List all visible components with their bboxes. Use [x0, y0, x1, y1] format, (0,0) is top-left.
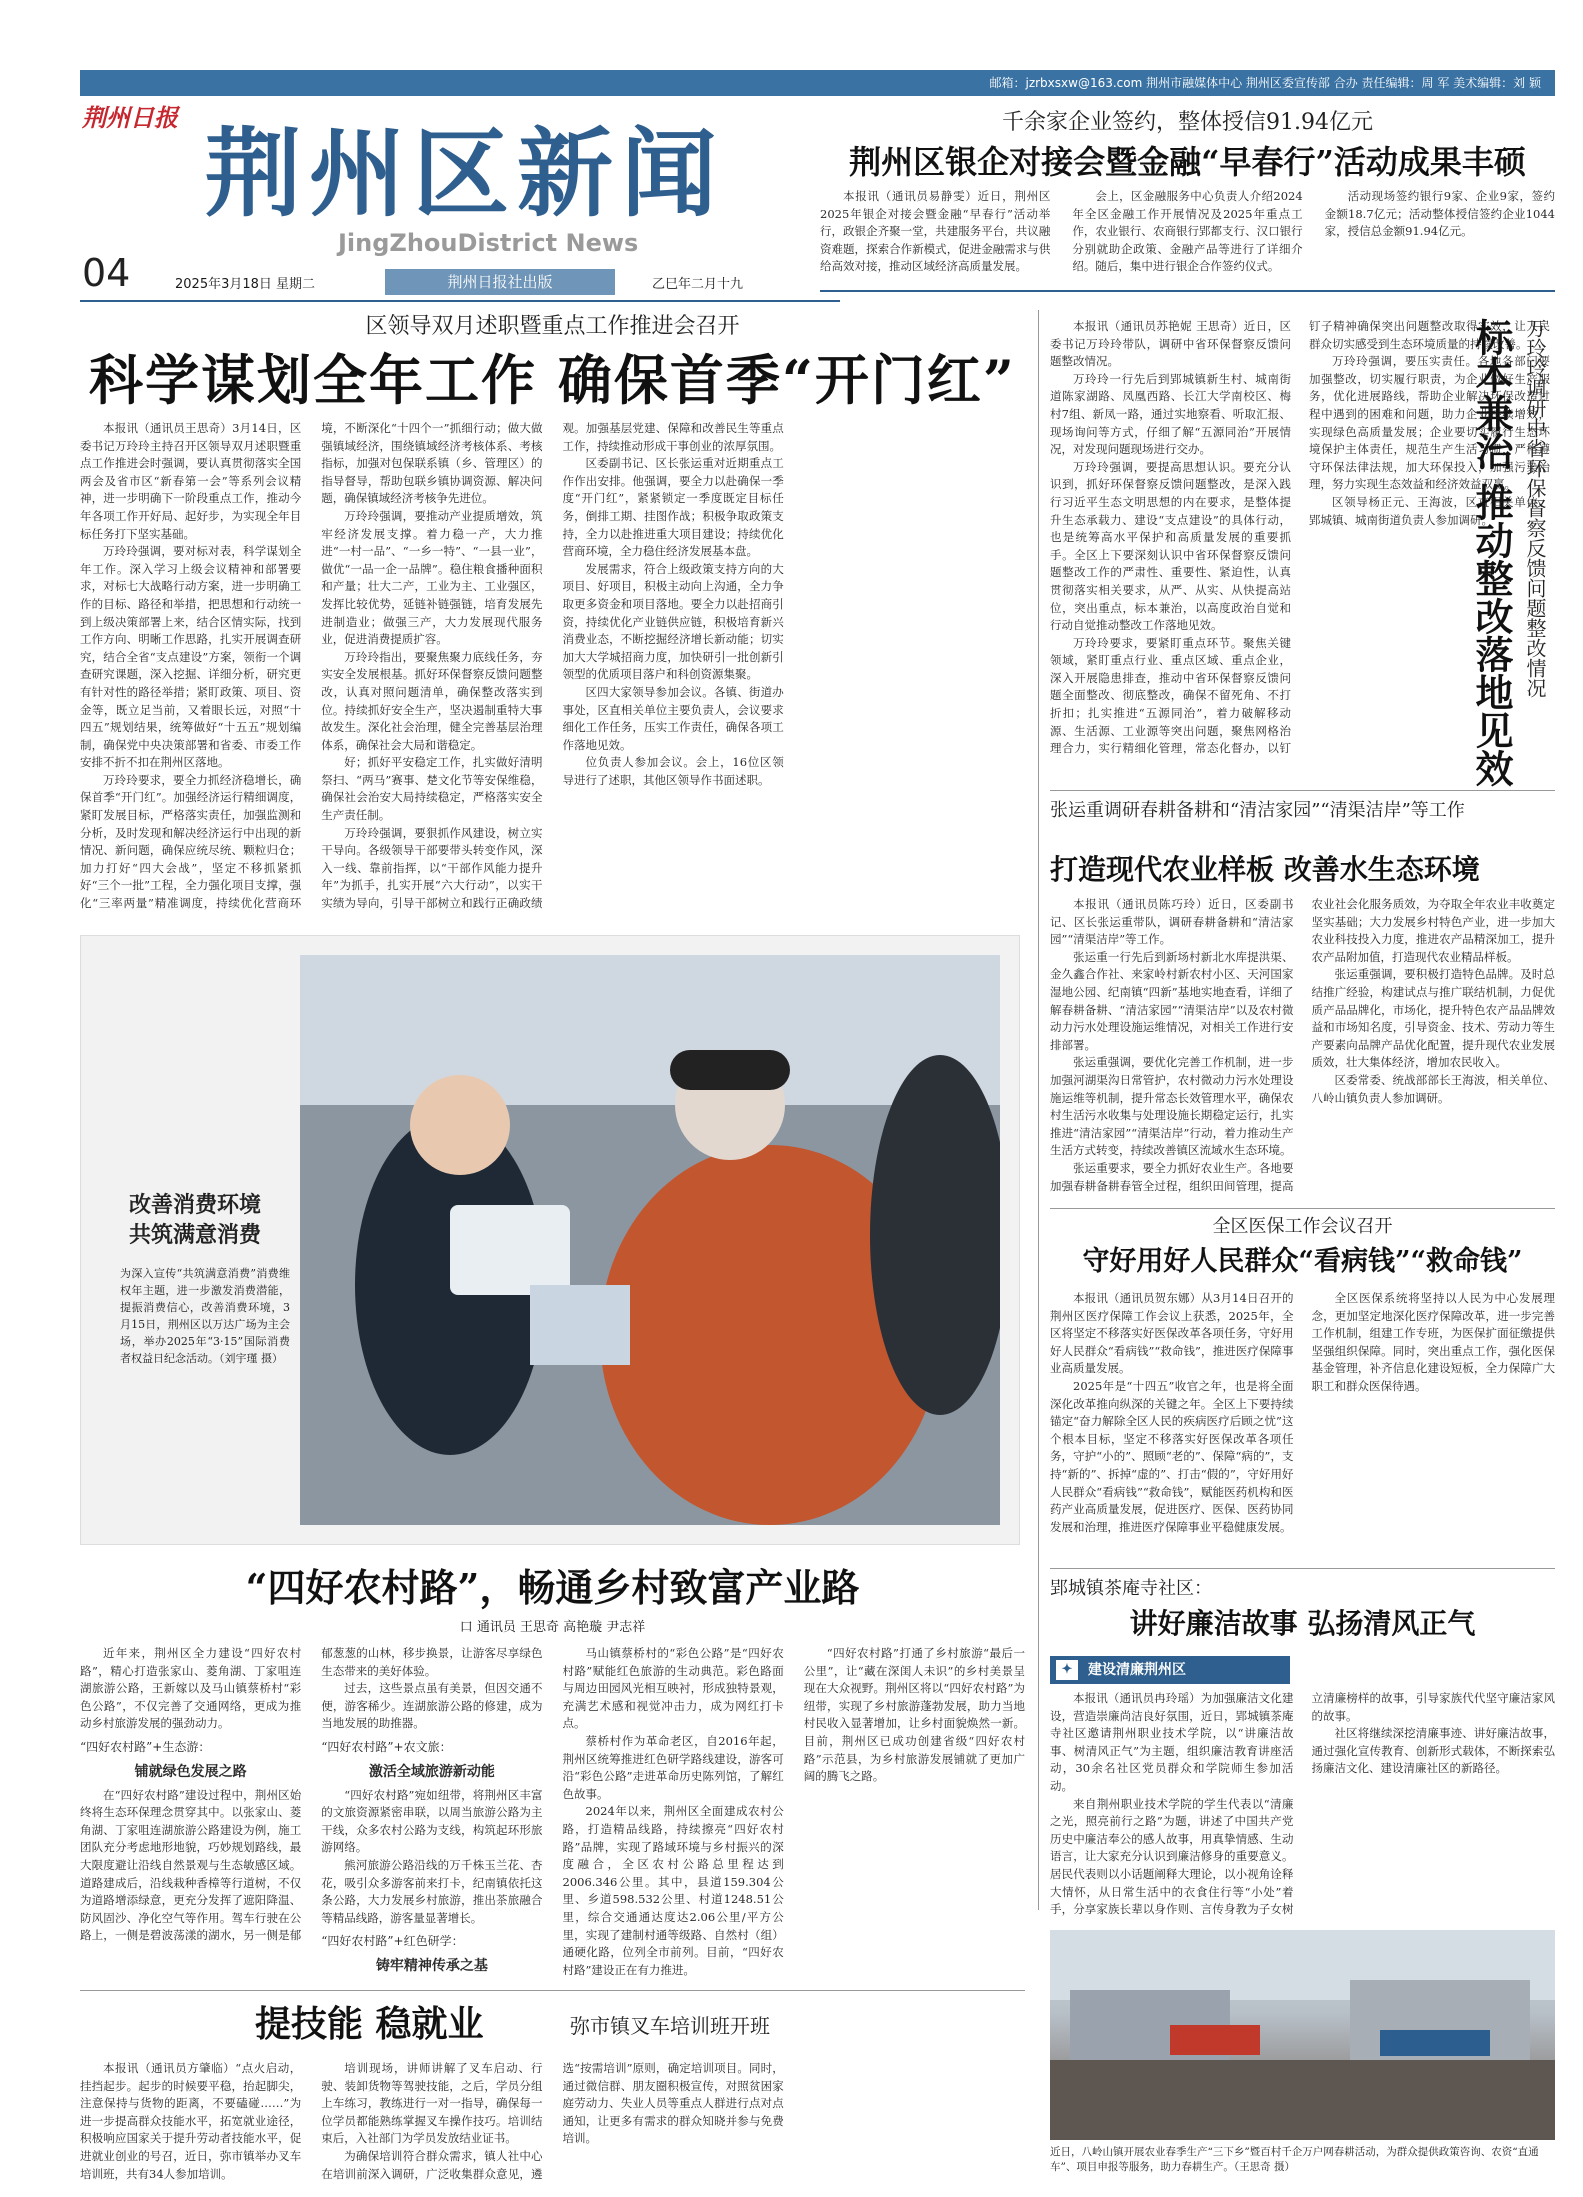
right1-vertical-subtitle: 万玲玲调研中省环保督察反馈问题整改情况: [1523, 318, 1547, 698]
lead-paragraph: 位负责人参加会议。会上，16位区领导进行了述职，其他区领导作书面述职。: [562, 755, 784, 787]
right2-subtitle: 张运重调研春耕备耕和“清洁家园”“清渠洁岸”等工作: [1050, 800, 1465, 821]
lead-paragraph: 区委副书记、区长张运重对近期重点工作作出安排。他强调，要全力以赴确保一季度“开门红”，紧紧锁定一季度既定目标任务，倒排工期、挂图作战；积极争取政策支持，全力以赴推进重大项目建设；持续优化营商环境，全力稳住经济发展基本盘。: [562, 456, 784, 559]
right4-body: [1050, 1690, 1555, 1920]
skill-paragraph: 本报讯（通讯员方肇临）“点火启动，挂挡起步。起步的时候要平稳，抬起脚尖，注意保持与货物的距离，不要磕碰……”为进一步提高群众技能水平，拓宽就业途径，积极响应国家关于提升劳动者技能水平，促进就业创业的号召，近日，弥市镇举办叉车培训班，共有34人参加培训。: [80, 2061, 302, 2181]
header-rule: [80, 300, 840, 302]
page-title: 荆州区新闻: [205, 117, 725, 230]
photo1-title-line: 共筑满意消费: [128, 1222, 261, 1248]
bank-headline: 荆州区银企对接会暨金融“早春行”活动成果丰硕: [849, 143, 1526, 181]
right1-vertical-headline: 标本兼治 推动整改落地见效: [1469, 318, 1514, 788]
page-title-english: JingZhouDistrict News: [338, 229, 639, 257]
right4-paragraph: 本报讯（通讯员冉玲瑶）为加强廉洁文化建设，营造崇廉尚洁良好氛围，近日，郢城镇茶庵寺社区邀请荆州职业技术学院，以“讲廉洁故事、树清风正气”为主题，组织廉洁教育讲座活动，30余名社区党员群众和学院师生参加活动。: [1050, 1691, 1294, 1793]
newspaper-logo: 荆州日报: [82, 103, 178, 132]
road-paragraph: 过去，这些景点虽有美景，但因交通不便，游客稀少。连湖旅游公路的修建，成为当地发展的助推器。: [321, 1681, 543, 1731]
road-sec2-label: “四好农村路”+农文旅：: [321, 1739, 452, 1754]
bank-bottom-rule: [820, 290, 1555, 292]
spring-farming-caption: 近日，八岭山镇开展农业春季生产“三下乡”暨百村千企万户网春耕活动，为群众提供政策咨询、农资“直通车”、项目申报等服务，助力春耕生产。（王思奇 摄）: [1050, 2146, 1539, 2173]
skill-paragraph: 为确保培训符合群众需求，镇人社中心在培训前深入调研，广泛收集群众意见，遴选“按需培训”原则，确定培训项目。同时，通过微信群、朋友圈积极宣传，对照贫困家庭劳动力、失业人员等重点人群进行点对点通知，让更多有需求的群众知晓并参与免费培训。: [321, 2061, 784, 2181]
lead-paragraph: 万玲玲强调，要对标对表，科学谋划全年工作。深入学习上级会议精神和部署要求，对标七大战略行动方案，进一步明确工作的目标、路径和举措，把思想和行动统一到上级决策部署上来，结合区情实际，找到工作方向、明晰工作思路，扎实开展调查研究，结合全省“支点建设”方案，领衔一个调查研究课题，深入挖掘、详细分析，研究更有针对性的路径举措；紧盯政策、项目、资金等，既立足当前，又着眼长远，对照“十四五”规划结果，统筹做好“十五五”规划编制，确保党中央决策部署和省委、市委工作安排不折不扣在荆州区落地。: [80, 544, 302, 770]
right1-paragraph: 本报讯（通讯员苏艳妮 王思奇）近日，区委书记万玲玲带队，调研中省环保督察反馈问题整改情况。: [1050, 319, 1291, 369]
column-badge-icon: ✦: [1056, 1660, 1078, 1680]
right1-paragraph: 区领导杨正元、王海波，区直相关单位、郢城镇、城南街道负责人参加调研。: [1309, 494, 1550, 527]
right3-subtitle: 全区医保工作会议召开: [1212, 1216, 1393, 1237]
spring-farming-photo: [1050, 1930, 1555, 2140]
road-sec1-label: “四好农村路”+生态游：: [80, 1739, 211, 1754]
bank-body: [820, 188, 1555, 283]
road-body: [80, 1645, 1025, 1980]
section-rule: [1050, 1568, 1555, 1569]
photo-illustration: [300, 955, 1000, 1525]
right4-column-label: [1050, 1656, 1290, 1684]
lead-paragraph: 万玲玲指出，要聚焦聚力底线任务，夯实安全发展根基。抓好环保督察反馈问题整改，认真对照问题清单，确保整改落实到位。持续抓好安全生产，坚决遏制重特大事故发生。深化社会治理，健全完善基层治理体系，确保社会大局和谐稳定。: [321, 649, 543, 752]
photo1-caption: 为深入宣传“共筑满意消费”消费维权年主题，进一步激发消费潜能，提振消费信心，改善消费环境，3月15日，荆州区以万达广场为主会场，举办2025年“3·15”国际消费者权益日纪念活动。（刘宇瑾 摄）: [120, 1267, 290, 1365]
right2-paragraph: 张运重一行先后到新场村新北水库提洪渠、金久鑫合作社、来家岭村新农村小区、天河国家湿地公园、纪南镇“四新”基地实地查看，详细了解春耕备耕、“清洁家园”“清渠洁岸”以及农村微动力污水处理设施运维情况，对相关工作进行安排部署。: [1050, 949, 1294, 1052]
skill-headline: 提技能 稳就业: [255, 2003, 484, 2045]
right4-headline: 讲好廉洁故事 弘扬清风正气: [1129, 1607, 1476, 1640]
right3-paragraph: 2025年是“十四五”收官之年，也是将全面深化改革推向纵深的关键之年。全区上下要持续锚定“奋力解除全区人民的疾病医疗后顾之忧”这个根本目标，坚定不移落实好医保改革各项任务，守护“小的”、照顾“老的”、保障“病的”，支持“新的”、拆掉“虚的”、打击“假的”，守好用好人民群众“看病钱”“救命钱”，赋能医药机构和医药产业高质量发展，促进医疗、医保、医药协同发展和治理，推进医疗保障事业平稳健康发展。: [1050, 1378, 1294, 1534]
section-rule: [1050, 790, 1555, 791]
right2-body: [1050, 896, 1555, 1201]
right2-headline: 打造现代农业样板 改善水生态环境: [1050, 853, 1480, 886]
right2-paragraph: 张运重强调，要积极打造特色品牌。及时总结推广经验，构建试点与推广联结机制，力促优质产品品牌化，市场化，提升特色农产品品牌效益和市场知名度，引导资金、技术、劳动力等生产要素向品牌产品优化配置，提升现代农业发展质效，壮大集体经济，增加农民收入。: [1311, 967, 1555, 1070]
section-rule: [80, 1990, 1025, 1991]
road-paragraph: 2024年以来，荆州区全面建成农村公路，打造精品线路，持续擦亮“四好农村路”品牌，实现了路域环境与乡村振兴的深度融合，全区农村公路总里程达到2006.346公里。其中，县道159.304公里、乡道598.532公里、村道1248.51公里，综合交通通达度达2.06公里/平方公里，实现了建制村通等级路、自然村（组）通硬化路，位列全市前列。目前，“四好农村路”建设正在有力推进。: [562, 1804, 784, 1977]
road-paragraph: “四好农村路”宛如纽带，将荆州区丰富的文旅资源紧密串联，以周当旅游公路为主干线，众多农村公路为支线，构筑起环形旅游网络。: [321, 1787, 543, 1855]
right2-paragraph: 张运重强调，要优化完善工作机制，进一步加强河湖渠沟日常管护，农村微动力污水处理设施运维等机制，提升常态长效管理水平，确保农村生活污水收集与处理设施长期稳定运行，扎实推进“清洁家园”“清渠洁岸”行动，着力推动生产生活方式转变，持续改善镇区流域水生态环境。: [1050, 1055, 1294, 1158]
right3-paragraph: 本报讯（通讯员贺东娜）从3月14日召开的荆州区医疗保障工作会议上获悉，2025年，全区将坚定不移落实好医保改革各项任务，守好用好人民群众“看病钱”“救命钱”，推进医疗保障事业高质量发展。: [1050, 1291, 1294, 1376]
right2-paragraph: 本报讯（通讯员陈巧玲）近日，区委副书记、区长张运重带队，调研春耕备耕和“清洁家园”“清渠洁岸”等工作。: [1050, 897, 1294, 947]
skill-body: [80, 2060, 1025, 2185]
right1-paragraph: 万玲玲一行先后到郢城镇新生村、城南街道陈家湖路、凤凰西路、长江大学南校区、梅村7组、新凤一路，通过实地察看、听取汇报、现场询问等方式，仔细了解“五源同治”开展情况，对发现问题现场进行交办。: [1050, 371, 1291, 457]
right2-paragraph: 区委常委、统战部部长王海波，相关单位、八岭山镇负责人参加调研。: [1311, 1072, 1555, 1105]
lead-paragraph: 区四大家领导参加会议。各镇、街道办事处，区直相关单位主要负责人，会议要求细化工作任务，压实工作责任，确保各项工作落地见效。: [562, 684, 784, 752]
right1-paragraph: 万玲玲强调，要压实责任。各地各部门要加强整改，切实履行职责，为企业做好生产服务，优化进展路线，帮助企业解决环保改造过程中遇到的困难和问题，助力企业持续增效，实现绿色高质量发展；企业要切实履行生态环境保护主体责任，规范生产生活习惯，严格遵守环保法律法规，加大环保投入，加强污染治理，努力实现生态效益和经济效益双赢。: [1309, 354, 1550, 492]
right1-paragraph: 万玲玲要求，要紧盯重点环节。聚焦关键领域，紧盯重点行业、重点区域、重点企业，深入开展隐患排查，推动中省环保督察反馈问题全面整改、彻底整改，确保不留死角、不打折扣；扎实推进“五源同治”，着力破解移动源、生活源、工业源等突出问题，聚焦网格治理合力，实行精细化管理，常态化督办，以钉钉子精神确保突出问题整改取得实效，让人民群众切实感受到生态环境质量的持续改善。: [1050, 319, 1550, 756]
photo1-title-line: 改善消费环境: [128, 1192, 261, 1218]
page-number: 04: [82, 251, 131, 295]
road-sec1-headline: 铺就绿色发展之路: [134, 1763, 247, 1780]
lead-paragraph: 发展需求，符合上级政策支持方向的大项目、好项目，积极主动向上沟通，全力争取更多资金和项目落地。要全力以赴招商引资，持续优化产业链供应链，积极培育新兴消费业态，不断挖掘经济增长新动能；切实加大大学城招商力度，加快研引一批创新引领型的优质项目落户和科创资源集聚。: [562, 561, 784, 682]
right3-body: [1050, 1290, 1555, 1560]
lead-paragraph: 万玲玲强调，要狠抓作风建设，树立实干导向。各级领导干部要带头转变作风，深入一线、靠前指挥，以“干部作风能力提升年”为抓手，扎实开展“六大行动”，以实干实绩为导向，引导干部树立和践行正确政绩观。加强基层党建、保障和改善民生等重点工作，持续推动形成干事创业的浓厚氛围。: [321, 421, 784, 911]
photo-illustration: [1050, 1930, 1555, 2140]
road-sec2-headline: 激活全域旅游新动能: [368, 1763, 495, 1780]
lead-paragraph: 本报讯（通讯员王思奇）3月14日，区委书记万玲玲主持召开区领导双月述职暨重点工作推进会时强调，要认真贯彻落实全国两会及省市区“新春第一会”等系列会议精神，进一步明确下一阶段重点工作，推动今年各项工作开好局、起好步，为实现全年目标任务打下坚实基础。: [80, 421, 302, 541]
lead-paragraph: 万玲玲强调，要推动产业提质增效，筑牢经济发展支撑。着力稳一产，大力推进“一村一品”、“一乡一特”、“一县一业”，做优“一品一企一品牌”。稳住粮食播种面积和产量；壮大二产，工业为主、工业强区，发挥比较优势，延链补链强链，培育发展先进制造业；做强三产，大力发展现代服务业，促进消费提质扩容。: [321, 508, 543, 647]
lead-subtitle: 区领导双月述职暨重点工作推进会召开: [365, 314, 740, 339]
road-intro: 近年来，荆州区全力建设“四好农村路”，精心打造张家山、菱角湖、丁家咀连湖旅游公路，王新嫁以及马山镇蔡桥村“彩色公路”，不仅完善了交通网络，更成为推动乡村旅游发展的强劲动力。: [80, 1646, 302, 1731]
road-paragraph: 熊河旅游公路沿线的万千株玉兰花、杏花，吸引众多游客前来打卡，纪南镇依托这条公路，大力发展乡村旅游，推出茶旅融合等精品线路，游客量显著增长。: [321, 1857, 543, 1925]
issue-date: 2025年3月18日 星期二: [175, 277, 316, 292]
right1-paragraph: 万玲玲强调，要提高思想认识。要充分认识到，抓好环保督察反馈问题整改，是深入践行习近平生态文明思想的内在要求，是整体提升生态承载力、建设“支点建设”的具体行动，也是统筹高水平保护和高质量发展的重要抓手。全区上下要深刻认识中省环保督察反馈问题整改工作的严肃性、重要性、紧迫性，认真贯彻落实相关要求，从严、从实、从快提高站位，突出重点，标本兼治，以高度政治自觉和行动自觉推动整改工作落地见效。: [1050, 459, 1291, 633]
bank-paragraph: 本报讯（通讯员易静雯）近日，荆州区2025年银企对接会暨金融“早春行”活动举行，政银企齐聚一堂，共建服务平台，共议融资难题，探索合作新模式，促进金融需求与供给高效对接，推动区域经济高质量发展。: [820, 189, 1051, 274]
bank-subtitle: 千余家企业签约，整体授信91.94亿元: [1002, 110, 1373, 135]
skill-paragraph: 培训现场，讲师讲解了叉车启动、行驶、装卸货物等驾驶技能，之后，学员分组上车练习，教练进行一对一指导，确保每一位学员都能熟练掌握叉车操作技巧。培训结束后，入社部门为学员发放结业证书。: [321, 2061, 543, 2146]
lead-paragraph: 好；抓好平安稳定工作，扎实做好清明祭扫、“两马”赛事、楚文化节等安保维稳，确保社会治安大局持续稳定，严格落实安全生产责任制。: [321, 755, 543, 823]
column-divider: [1038, 310, 1039, 1910]
road-sec3-label: “四好农村路”+红色研学：: [321, 1934, 464, 1949]
road-paragraph: 马山镇蔡桥村的“彩色公路”是“四好农村路”赋能红色旅游的生动典范。彩色路面与周边田园风光相互映衬，形成独特景观，充满艺术感和视觉冲击力，成为网红打卡点。: [562, 1646, 784, 1731]
photo1-title-block: [95, 1190, 295, 1250]
road-paragraph: 蔡桥村作为革命老区，自2016年起，荆州区统筹推进红色研学路线建设，游客可沿“彩色公路”走进革命历史陈列馆，了解红色故事。: [562, 1733, 784, 1801]
lunar-date: 乙巳年二月十九: [652, 277, 744, 292]
skill-subtitle: 弥市镇叉车培训班开班: [570, 2014, 770, 2038]
road-headline: “四好农村路”，畅通乡村致富产业路: [245, 1565, 860, 1610]
road-byline: 口 通讯员 王思奇 高艳璇 尹志祥: [459, 1620, 646, 1635]
road-paragraph: 在“四好农村路”建设过程中，荆州区始终将生态环保理念贯穿其中。以张家山、菱角湖、丁家咀连湖旅游公路建设为例，施工团队充分考虑地形地貌，巧妙规划路线，最大限度避让沿线自然景观与生态敏感区域。道路建成后，沿线栽种香樟等行道树，不仅为道路增添绿意，更充分发挥了遮阳降温、防风固沙、净化空气等作用。驾车行驶在公路上，一侧是碧波荡漾的湖水，另一侧是郁郁葱葱的山林，移步换景，让游客尽享绿色生态带来的美好体验。: [80, 1646, 543, 1943]
right4-subtitle: 郢城镇茶庵寺社区：: [1050, 1578, 1212, 1599]
lead-paragraph: 万玲玲要求，要全力抓经济稳增长，确保首季“开门红”。加强经济运行精细调度，紧盯发展目标，严格落实责任，加强监测和分析，及时发现和解决经济运行中出现的新情况、新问题，确保应统尽统、颗粒归仓；加力打好“四大会战”，坚定不移抓紧抓好“三个一批”工程，全力强化项目支撑，强化“三率两量”精准调度，持续优化营商环境，不断深化“十四个一”抓细行动；做大做强镇域经济，围绕镇域经济考核体系、考核指标，加强对包保联系镇（乡、管理区）的指导督导，帮助包联乡镇协调资源、解决问题，确保镇域经济考核争先进位。: [80, 421, 543, 911]
bank-paragraph: 会上，区金融服务中心负责人介绍2024年全区金融工作开展情况及2025年重点工作，农业银行、农商银行郢都支行、汉口银行分别就助企政策、金融产品等进行了详细介绍。随后，集中进行银企合作签约仪式。: [1072, 189, 1303, 274]
right3-headline: 守好用好人民群众“看病钱”“救命钱”: [1082, 1246, 1523, 1277]
lead-body: [80, 420, 1025, 920]
lead-headline: 科学谋划全年工作 确保首季“开门红”: [89, 348, 1016, 412]
road-sec3-headline: 铸牢精神传承之基: [375, 1957, 488, 1974]
right4-paragraph: 来自荆州职业技术学院的学生代表以“清廉之光，照亮前行之路”为题，讲述了中国共产党历史中廉洁奉公的感人故事，用真挚情感、生动语言，让大家充分认识到廉洁修身的重要意义。居民代表则以小话题阐释大理论，以小视角诠释大情怀，从日常生活中的衣食住行等“小处”着手，分享家族长辈以身作则、言传身教为子女树立清廉榜样的故事，引导家族代代坚守廉洁家风的故事。: [1050, 1691, 1555, 1917]
section-rule: [1050, 1208, 1555, 1209]
right4-column-label-text: 建设清廉荆州区: [1088, 1662, 1186, 1678]
bank-paragraph: 活动现场签约银行9家、企业9家，签约金额18.7亿元；活动整体授信签约企业1044家，授信总金额91.94亿元。: [1324, 189, 1555, 239]
header-info-bar: 邮箱：jzrbxsxw@163.com 荆州市融媒体中心 荆州区委宣传部 合办 责任编辑：周 军 美术编辑：刘 颖: [80, 70, 1555, 96]
right4-paragraph: 社区将继续深挖清廉事迹、讲好廉洁故事，通过强化宣传教育、创新形式载体，不断探索弘扬廉洁文化、建设清廉社区的新路径。: [1311, 1726, 1555, 1776]
road-paragraph: “四好农村路”打通了乡村旅游“最后一公里”，让“藏在深闺人未识”的乡村美景呈现在大众视野。荆州区将以“四好农村路”为纽带，实现了乡村旅游蓬勃发展，助力当地村民收入显著增加，让乡村面貌焕然一新。目前，荆州区已成功创建省级“四好农村路”示范县，为乡村旅游发展铺就了更加广阔的腾飞之路。: [803, 1646, 1025, 1784]
right2-paragraph: 张运重要求，要全力抓好农业生产。各地要加强春耕备耕春管全过程，组织田间管理，提高农业社会化服务质效，为夺取全年农业丰收奠定坚实基础；大力发展乡村特色产业，进一步加大农业科技投入力度，推进农产品精深加工，提升农产品附加值，打造现代农业精品样板。: [1050, 897, 1555, 1193]
consumer-event-photo: [300, 955, 1000, 1525]
right3-paragraph: 全区医保系统将坚持以人民为中心发展理念，更加坚定地深化医疗保障改革，进一步完善工作机制，组建工作专班，为医保扩面征缴提供坚强组织保障。同时，突出重点工作，强化医保基金管理，补齐信息化建设短板，全力保障广大职工和群众医保待遇。: [1311, 1291, 1555, 1393]
publisher-badge: 荆州日报社出版: [385, 269, 615, 295]
